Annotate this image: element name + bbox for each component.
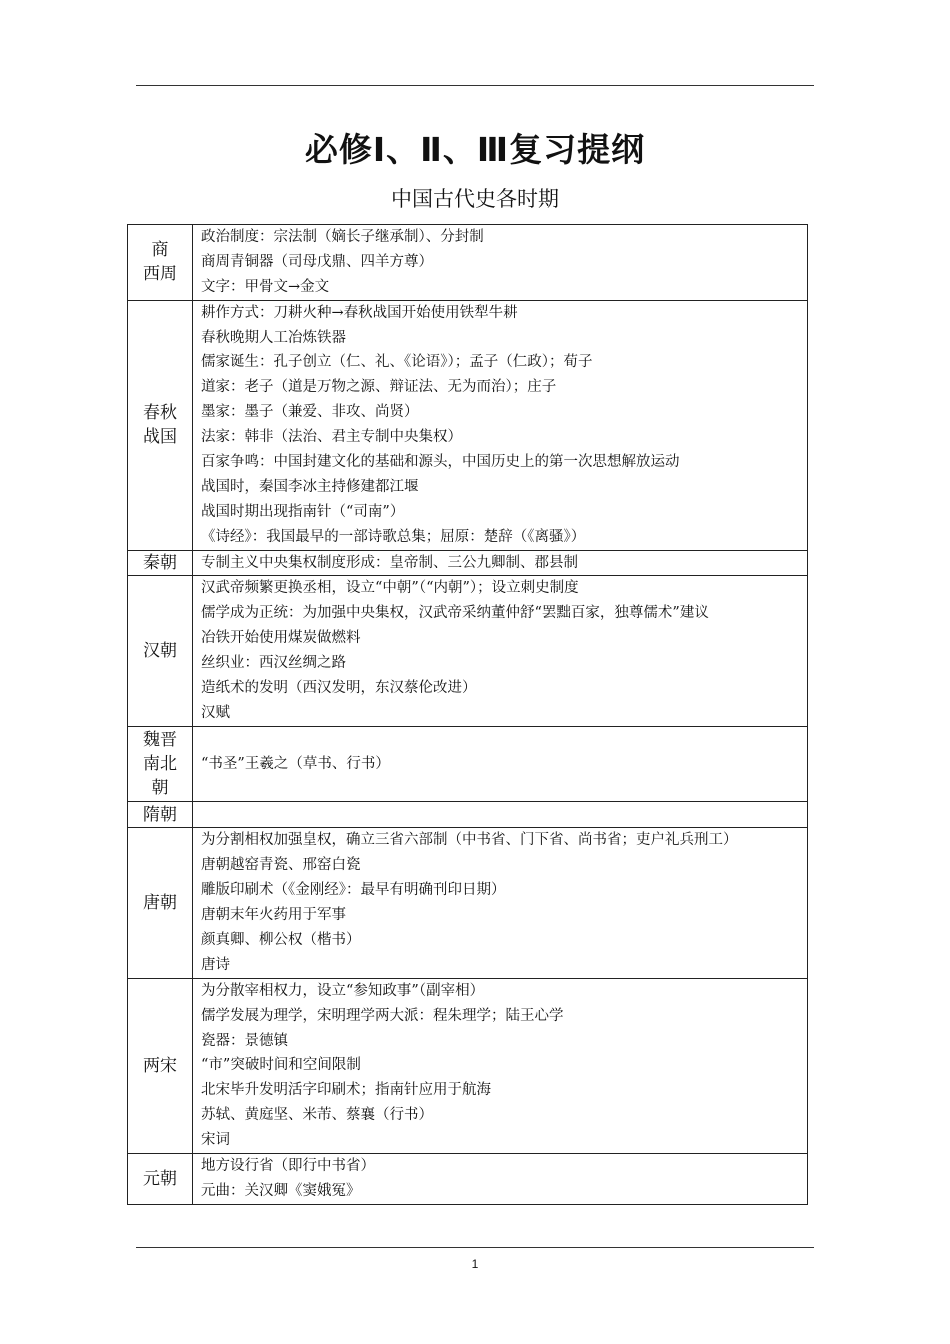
period-label: 朝 [151, 778, 169, 799]
content-line: “书圣”王羲之（草书、行书） [201, 755, 390, 772]
content-line: 为分散宰相权力，设立“参知政事”（副宰相） [201, 982, 485, 999]
content-cell [193, 726, 808, 802]
period-cell [128, 726, 193, 802]
table-row [128, 576, 808, 726]
period-label: 元朝 [143, 1168, 177, 1189]
history-outline-table [127, 224, 808, 1205]
table-row [128, 300, 808, 550]
content-line: 商周青铜器（司母戊鼎、四羊方尊） [201, 253, 433, 270]
content-line: 耕作方式：刀耕火种→春秋战国开始使用铁犁牛耕 [201, 304, 518, 321]
content-line: 丝织业：西汉丝绸之路 [201, 655, 346, 672]
content-line: 苏轼、黄庭坚、米芾、蔡襄（行书） [201, 1107, 433, 1124]
period-label: 魏晋 [143, 730, 177, 751]
period-cell [128, 978, 193, 1153]
content-cell [193, 978, 808, 1153]
content-line: 颜真卿、柳公权（楷书） [201, 931, 361, 948]
content-line: 春秋晚期人工冶炼铁器 [201, 329, 346, 346]
content-line: 儒家诞生：孔子创立（仁、礼、《论语》）；孟子（仁政）；荀子 [201, 354, 593, 371]
content-line: 冶铁开始使用煤炭做燃料 [201, 630, 361, 647]
table-row [128, 1153, 808, 1204]
table-row [128, 978, 808, 1153]
table-row [128, 802, 808, 828]
content-cell [193, 1153, 808, 1204]
content-line: 文字：甲骨文→金文 [201, 278, 330, 295]
content-line: 造纸术的发明（西汉发明，东汉蔡伦改进） [201, 680, 477, 697]
content-line: 儒学成为正统：为加强中央集权，汉武帝采纳董仲舒“罢黜百家，独尊儒术”建议 [201, 605, 709, 622]
period-label: 两宋 [143, 1055, 177, 1076]
table-row [128, 828, 808, 978]
content-line: 地方设行省（即行中书省） [201, 1157, 375, 1174]
content-cell [193, 828, 808, 978]
period-label: 春秋 [143, 403, 177, 424]
content-line: 为分割相权加强皇权，确立三省六部制（中书省、门下省、尚书省；吏户礼兵刑工） [201, 832, 738, 849]
content-line: 唐朝末年火药用于军事 [201, 907, 346, 924]
content-line: 战国时期出现指南针（“司南”） [201, 503, 405, 520]
content-cell [193, 225, 808, 301]
document-subtitle: 中国古代史各时期 [391, 187, 559, 211]
content-line: 法家：韩非（法治、君主专制中央集权） [201, 429, 462, 446]
content-line: 《诗经》：我国最早的一部诗歌总集；屈原：楚辞（《离骚》） [201, 528, 586, 545]
period-cell [128, 828, 193, 978]
period-label: 西周 [143, 264, 177, 285]
period-label: 南北 [143, 754, 177, 775]
period-label: 汉朝 [143, 641, 177, 662]
blank-line [201, 777, 807, 802]
document-title: 必修Ⅰ、Ⅱ、Ⅲ复习提纲 [304, 130, 646, 169]
content-line: 汉赋 [201, 704, 230, 721]
table-row [128, 225, 808, 301]
blank-line [201, 802, 807, 827]
table-row [128, 726, 808, 802]
blank-line [201, 727, 807, 752]
table-body [128, 225, 808, 1205]
period-cell [128, 802, 193, 828]
period-cell [128, 1153, 193, 1204]
content-cell [193, 576, 808, 726]
period-cell [128, 550, 193, 576]
content-line: 瓷器：景德镇 [201, 1032, 288, 1049]
period-cell [128, 300, 193, 550]
content-line: 北宋毕升发明活字印刷术；指南针应用于航海 [201, 1082, 491, 1099]
content-line: 墨家：墨子（兼爱、非攻、尚贤） [201, 404, 419, 421]
content-line: 汉武帝频繁更换丞相，设立“中朝”（“内朝”）；设立刺史制度 [201, 580, 579, 597]
period-label: 战国 [143, 427, 177, 448]
header-rule [136, 85, 814, 86]
content-line: 唐朝越窑青瓷、邢窑白瓷 [201, 857, 361, 874]
content-line: 唐诗 [201, 956, 230, 973]
period-cell [128, 576, 193, 726]
period-label: 商 [151, 240, 169, 261]
content-line: 道家：老子（道是万物之源、辩证法、无为而治）；庄子 [201, 379, 557, 396]
page-number: 1 [471, 1257, 479, 1271]
period-cell [128, 225, 193, 301]
period-label: 唐朝 [143, 893, 177, 914]
content-line: 元曲：关汉卿《窦娥冤》 [201, 1182, 361, 1199]
content-line: 战国时，秦国李冰主持修建都江堰 [201, 478, 419, 495]
content-cell [193, 550, 808, 576]
content-cell [193, 802, 808, 828]
content-line: “市”突破时间和空间限制 [201, 1057, 361, 1074]
content-line: 雕版印刷术（《金刚经》：最早有明确刊印日期） [201, 882, 506, 899]
period-label: 隋朝 [143, 804, 177, 825]
content-line: 儒学发展为理学，宋明理学两大派：程朱理学；陆王心学 [201, 1007, 564, 1024]
period-label: 秦朝 [143, 553, 177, 574]
footer-rule [136, 1247, 814, 1248]
content-line: 专制主义中央集权制度形成：皇帝制、三公九卿制、郡县制 [201, 554, 578, 571]
content-line: 政治制度：宗法制（嫡长子继承制）、分封制 [201, 229, 484, 245]
content-cell [193, 300, 808, 550]
content-line: 百家争鸣：中国封建文化的基础和源头，中国历史上的第一次思想解放运动 [201, 454, 680, 471]
content-line: 宋词 [201, 1132, 230, 1149]
table-row [128, 550, 808, 576]
